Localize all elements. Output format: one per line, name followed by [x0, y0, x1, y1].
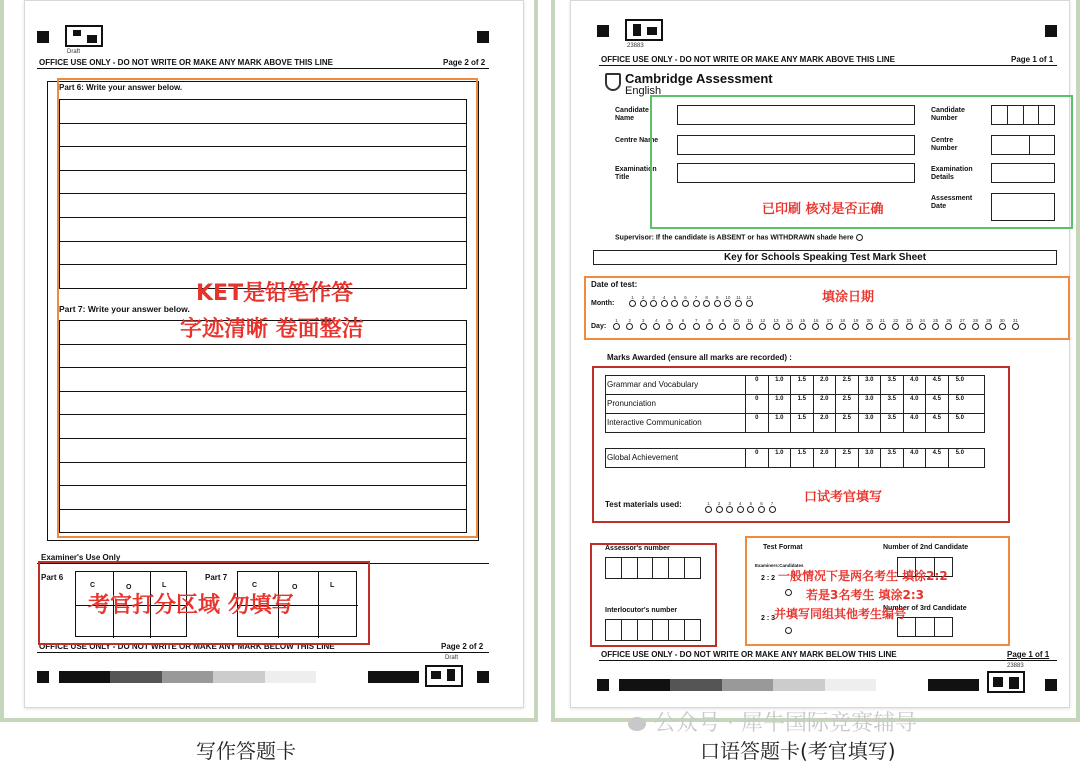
- cambridge-shield-icon: [605, 73, 621, 91]
- watermark-text: 公众号 · 犀牛国际竞赛辅导: [654, 711, 917, 736]
- centre-name-label: Centre Name: [615, 137, 659, 144]
- score-1-5: 1.5: [791, 395, 814, 413]
- caption-speaking: 口语答题卡(考官填写): [700, 739, 896, 763]
- frame-line-mid-right: [551, 0, 555, 722]
- divider: [599, 65, 1057, 66]
- registration-mark: [1045, 679, 1057, 691]
- score-5: 5.0: [955, 377, 964, 383]
- format-2-2-label: 2 : 2: [761, 575, 776, 582]
- frame-line-left: [0, 0, 4, 722]
- score-1: 1.0: [769, 395, 792, 413]
- annotation-printed: 已印刷 核对是否正确: [762, 202, 884, 217]
- absent-bubble[interactable]: [856, 234, 863, 241]
- score-0: 0: [746, 376, 769, 394]
- annotation-pencil: KET是铅笔作答: [196, 281, 354, 306]
- score-0: 0: [746, 395, 769, 413]
- frame-line-right: [1076, 0, 1080, 722]
- registration-mark: [1045, 25, 1057, 37]
- sheet-code-bottom: 23883: [1007, 663, 1024, 669]
- registration-mark: [597, 679, 609, 691]
- score-0: 0: [746, 414, 769, 432]
- score-2: 2.0: [814, 395, 837, 413]
- format-2-3-label: 2 : 3: [761, 615, 776, 622]
- score-2: 2.0: [814, 449, 837, 467]
- candidate-name-label: Candidate Name: [615, 107, 649, 122]
- divider: [37, 652, 489, 653]
- exam-details-label: Examination Details: [931, 166, 973, 181]
- annotation-examiner: 口试考官填写: [804, 490, 883, 505]
- office-use-bottom: OFFICE USE ONLY - DO NOT WRITE OR MAKE ANY MARK BELOW THIS LINE: [601, 650, 897, 659]
- barcode-icon: [425, 665, 463, 687]
- wechat-icon: [628, 717, 646, 731]
- criterion-interactive: Interactive Communication: [606, 414, 746, 432]
- score-5: 5.0: [955, 396, 964, 402]
- annotation-format-1: 一般情况下是两名考生 填涂2:2: [778, 569, 948, 583]
- annotation-numbers-box: [590, 543, 717, 647]
- col-o: O: [126, 584, 132, 591]
- sheet-title-box: [593, 250, 1057, 265]
- score-5: 5.0: [955, 415, 964, 421]
- registration-mark: [37, 31, 49, 43]
- score-4: 4.0: [904, 414, 927, 432]
- draft-label: Draft: [67, 49, 81, 55]
- col-c: C: [90, 582, 96, 589]
- second-candidate-label: Number of 2nd Candidate: [883, 544, 969, 551]
- office-use-bottom: OFFICE USE ONLY - DO NOT WRITE OR MAKE ANY MARK BELOW THIS LINE: [39, 642, 335, 651]
- annotation-date: 填涂日期: [822, 290, 875, 305]
- centre-number-label: Centre Number: [931, 137, 958, 152]
- col-o: O: [292, 584, 298, 591]
- annotation-marks-box: [592, 366, 1010, 523]
- supervisor-note: [615, 234, 863, 241]
- annotation-answer-area-box: [57, 78, 478, 538]
- score-2-5: 2.5: [836, 414, 859, 432]
- score-4: 4.0: [904, 376, 927, 394]
- score-1: 1.0: [769, 414, 792, 432]
- annotation-format-2: 若是3名考生 填涂2:3: [806, 588, 925, 602]
- divider: [599, 660, 1057, 661]
- part6-score-label: Part 6: [41, 573, 64, 582]
- day-label: Day:: [591, 323, 607, 330]
- barcode-icon: [987, 671, 1025, 693]
- brand-name: Cambridge Assessment: [625, 71, 773, 86]
- draft-label-bottom: Draft: [445, 655, 459, 661]
- barcode-icon: [65, 25, 103, 47]
- sheet-title: Key for Schools Speaking Test Mark Sheet: [723, 252, 927, 263]
- score-3-5: 3.5: [881, 449, 904, 467]
- score-0: 0: [746, 449, 769, 467]
- score-4-5: 4.5: [926, 376, 949, 394]
- score-3: 3.0: [859, 449, 882, 467]
- col-c: C: [252, 582, 258, 589]
- page-number-top: Page 1 of 1: [1011, 55, 1054, 64]
- grey-scale-bar: [59, 671, 419, 683]
- score-4: 4.0: [904, 395, 927, 413]
- criterion-global: Global Achievement: [606, 449, 746, 467]
- page-number-bottom: Page 1 of 1: [1007, 650, 1050, 659]
- frame-line-bottom-left: [0, 718, 538, 722]
- score-2-5: 2.5: [836, 376, 859, 394]
- score-4-5: 4.5: [926, 395, 949, 413]
- third-candidate-label: Number of 3rd Candidate: [883, 605, 967, 612]
- interlocutor-label: Interlocutor's number: [605, 607, 678, 614]
- registration-mark: [597, 25, 609, 37]
- score-4: 4.0: [904, 449, 927, 467]
- divider: [37, 68, 489, 69]
- day-bubbles[interactable]: 1 2 3 4 5 6 7 8 9 10 11 12 13 14 15 16 17 18 19 20 21 22 23 24 25 26 27 28 29 30 31: [613, 318, 1019, 330]
- score-1: 1.0: [769, 376, 792, 394]
- watermark: [628, 706, 917, 737]
- score-2: 2.0: [814, 376, 837, 394]
- test-format-label: Test Format: [763, 544, 803, 551]
- part7-heading: Part 7: Write your answer below.: [59, 304, 190, 314]
- month-label: Month:: [591, 300, 615, 307]
- frame-line-mid-left: [534, 0, 538, 722]
- score-3: 3.0: [859, 414, 882, 432]
- annotation-format-3: 并填写同组其他考生编号: [774, 607, 907, 621]
- supervisor-text: Supervisor: If the candidate is ABSENT or has WITHDRAWN shade here: [615, 234, 854, 242]
- exam-title-label: Examination Title: [615, 166, 657, 181]
- col-l: L: [330, 582, 335, 589]
- office-use-top: OFFICE USE ONLY - DO NOT WRITE OR MAKE ANY MARK ABOVE THIS LINE: [39, 58, 333, 67]
- barcode-icon: [625, 19, 663, 41]
- registration-mark: [477, 671, 489, 683]
- sheet-code-top: 23883: [627, 43, 644, 49]
- score-1-5: 1.5: [791, 449, 814, 467]
- office-use-top: OFFICE USE ONLY - DO NOT WRITE OR MAKE ANY MARK ABOVE THIS LINE: [601, 55, 895, 64]
- test-materials-label: Test materials used:: [605, 500, 682, 509]
- score-3-5: 3.5: [881, 414, 904, 432]
- month-bubbles[interactable]: 1 2 3 4 5 6 7 8 9 10 11 12: [629, 295, 753, 307]
- criterion-pronunciation: Pronunciation: [606, 395, 746, 413]
- score-1-5: 1.5: [791, 376, 814, 394]
- score-3: 3.0: [859, 376, 882, 394]
- criterion-grammar: Grammar and Vocabulary: [606, 376, 746, 394]
- score-5: 5.0: [955, 450, 964, 456]
- brand-sub: English: [625, 85, 662, 97]
- examiners-candidates-label: Examiners:Candidates: [755, 563, 804, 568]
- score-3-5: 3.5: [881, 395, 904, 413]
- col-l: L: [162, 582, 167, 589]
- registration-mark: [37, 671, 49, 683]
- marks-awarded-label: Marks Awarded (ensure all marks are recorded) :: [607, 353, 792, 362]
- score-4-5: 4.5: [926, 449, 949, 467]
- annotation-score-area: 考官打分区域 勿填写: [88, 593, 294, 618]
- assessment-date-label: Assessment Date: [931, 195, 973, 210]
- score-1: 1.0: [769, 449, 792, 467]
- page-number-top: Page 2 of 2: [443, 58, 486, 67]
- page-number-bottom: Page 2 of 2: [441, 642, 484, 651]
- date-of-test-label: Date of test:: [591, 280, 638, 289]
- score-2: 2.0: [814, 414, 837, 432]
- score-2-5: 2.5: [836, 449, 859, 467]
- caption-writing: 写作答题卡: [196, 739, 296, 763]
- registration-mark: [477, 31, 489, 43]
- part7-score-label: Part 7: [205, 573, 228, 582]
- examiner-use-label: Examiner's Use Only: [41, 553, 121, 562]
- test-materials-bubbles[interactable]: 1 2 3 4 5 6 7: [705, 501, 776, 513]
- score-2-5: 2.5: [836, 395, 859, 413]
- score-3: 3.0: [859, 395, 882, 413]
- assessor-label: Assessor's number: [605, 545, 670, 552]
- annotation-neat: 字迹清晰 卷面整洁: [180, 317, 364, 342]
- score-3-5: 3.5: [881, 376, 904, 394]
- score-4-5: 4.5: [926, 414, 949, 432]
- part6-heading: Part 6: Write your answer below.: [59, 83, 183, 92]
- candidate-number-label: Candidate Number: [931, 107, 965, 122]
- score-1-5: 1.5: [791, 414, 814, 432]
- grey-scale-bar: [619, 679, 979, 691]
